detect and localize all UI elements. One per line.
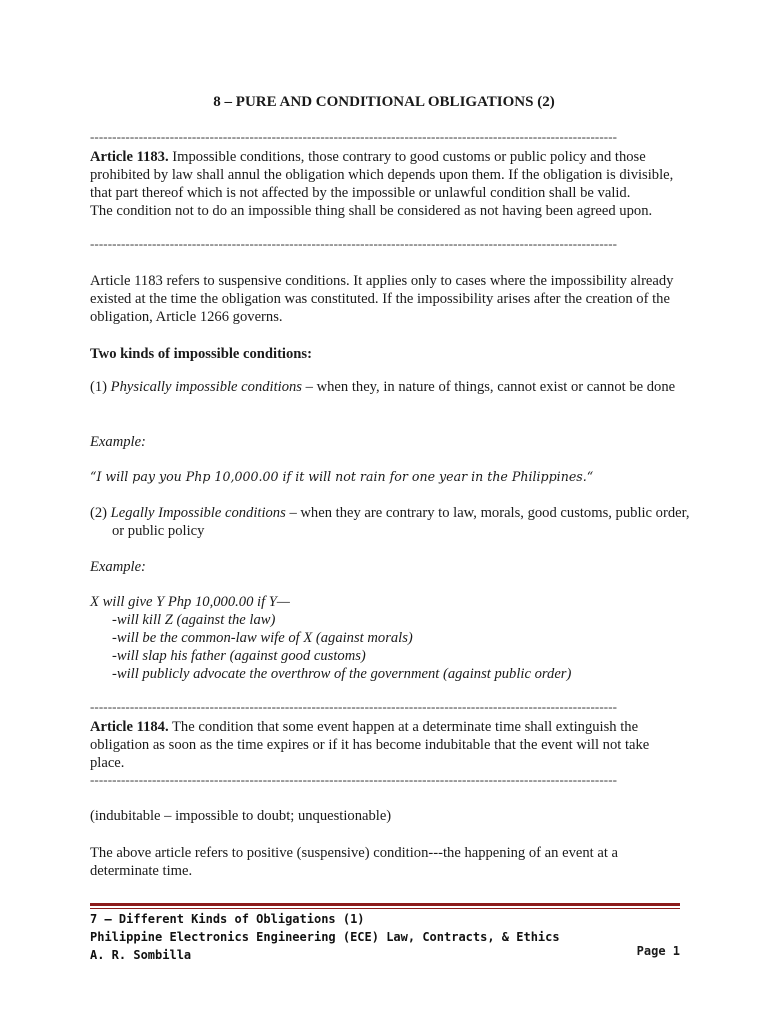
kind-1 — [90, 378, 700, 396]
example-label-1: Example: — [90, 434, 146, 450]
article-1184 — [90, 718, 678, 772]
footer-rule — [90, 903, 680, 906]
example-2-head: X will give Y Php 10,000.00 if Y— — [90, 594, 290, 610]
kind-1-num: (1) — [90, 379, 111, 395]
kind-1-name: Physically impossible conditions — [110, 379, 302, 395]
footer-line-3: A. R. Sombilla — [90, 948, 192, 962]
divider: ----------------------------------------------------------------------------------------------------------------------- — [90, 700, 618, 714]
page-number: Page 1 — [636, 944, 680, 958]
example-2 — [90, 593, 678, 683]
example-label-2: Example: — [90, 559, 146, 575]
article-1183 — [90, 148, 678, 220]
page-title: 8 – PURE AND CONDITIONAL OBLIGATIONS (2) — [213, 94, 555, 110]
divider: ----------------------------------------------------------------------------------------------------------------------- — [90, 237, 618, 251]
footer-rule-thin — [90, 908, 680, 909]
article-1183-heading: Article 1183. — [90, 149, 169, 165]
article-1183-text2: The condition not to do an impossible thing shall be considered as not having been agreed upon. — [90, 203, 653, 219]
footer — [90, 910, 680, 964]
article-1184-heading: Article 1184. — [90, 719, 169, 735]
footer-line-2: Philippine Electronics Engineering (ECE) Law, Contracts, & Ethics — [90, 930, 560, 944]
list-item: -will slap his father (against good customs) — [112, 648, 366, 664]
paragraph-article-1183-note: Article 1183 refers to suspensive conditions. It applies only to cases where the impossibility already existed at the time the obligation was constituted. If the impossibility arises after the creation of the obligation, Article 1266 governs. — [90, 273, 674, 325]
divider: ----------------------------------------------------------------------------------------------------------------------- — [90, 773, 618, 787]
list-item: -will kill Z (against the law) — [112, 612, 276, 628]
kind-2-num: (2) — [90, 505, 111, 521]
divider: ----------------------------------------------------------------------------------------------------------------------- — [90, 130, 618, 144]
article-1183-text: Impossible conditions, those contrary to good customs or public policy and those prohibited by law shall annul the obligation which depends upon them. If the obligation is divisible, that part thereof which is not affected by the impossible or unlawful condition shall be valid. — [90, 149, 674, 201]
example-1: “I will pay you Php 10,000.00 if it will not rain for one year in the Philippines.“ — [90, 469, 594, 484]
list-item: -will be the common-law wife of X (against morals) — [112, 630, 413, 646]
kind-2-name: Legally Impossible conditions — [110, 505, 286, 521]
kind-1-desc: – when they, in nature of things, cannot exist or cannot be done — [302, 379, 676, 395]
footer-line-1: 7 – Different Kinds of Obligations (1) — [90, 912, 365, 926]
two-kinds-heading: Two kinds of impossible conditions: — [90, 346, 312, 362]
kind-2-desc: – when they are contrary to law, morals, good customs, public order, or public policy — [112, 505, 690, 539]
definition-indubitable: (indubitable – impossible to doubt; unquestionable) — [90, 808, 392, 824]
article-1184-text: The condition that some event happen at a determinate time shall extinguish the obligation as soon as the time expires or if it has become indubitable that the event will not take place. — [90, 719, 650, 771]
list-item: -will publicly advocate the overthrow of the government (against public order) — [112, 666, 572, 682]
paragraph-positive-condition: The above article refers to positive (suspensive) condition---the happening of an event at a determinate time. — [90, 845, 619, 879]
kind-2 — [90, 504, 700, 540]
